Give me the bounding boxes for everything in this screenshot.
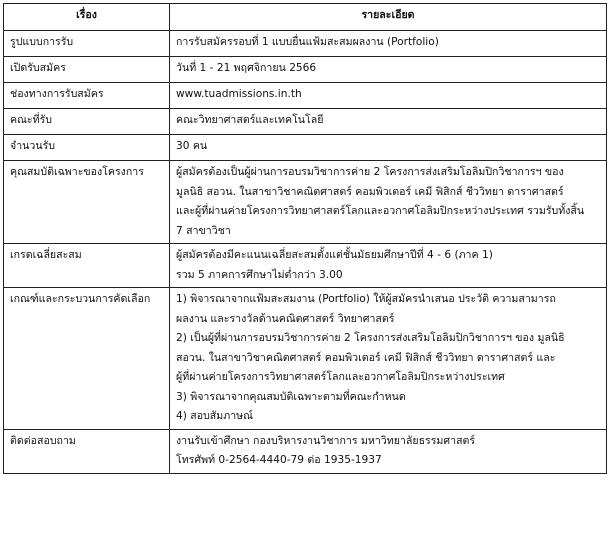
- table-row: [4, 288, 607, 430]
- detail-line: และผู้ที่ผ่านค่ายโครงการวิทยาศาสตร์โลกและอวกาศโอลิมปิกระหว่างประเทศ รวมรับทั้งสิ้น: [176, 205, 585, 217]
- header-topic: เรื่อง: [4, 4, 170, 31]
- row-topic: จำนวนรับ: [4, 135, 170, 161]
- row-detail: [170, 244, 607, 288]
- detail-line: การรับสมัครรอบที่ 1 แบบยื่นแฟ้มสะสมผลงาน (Portfolio): [176, 36, 439, 48]
- detail-line: วันที่ 1 - 21 พฤศจิกายน 2566: [176, 62, 317, 74]
- table-body: [4, 31, 607, 474]
- detail-line: ผลงาน และรางวัลด้านคณิตศาสตร์ วิทยาศาสตร์: [176, 312, 395, 325]
- detail-line: คณะวิทยาศาสตร์และเทคโนโลยี: [176, 114, 324, 126]
- row-topic: ติดต่อสอบถาม: [4, 429, 170, 473]
- detail-line: มูลนิธิ สอวน. ในสาขาวิชาคณิตศาสตร์ คอมพิวเตอร์ เคมี ฟิสิกส์ ชีววิทยา ดาราศาสตร์: [176, 185, 564, 198]
- detail-line: สอวน. ในสาขาวิชาคณิตศาสตร์ คอมพิวเตอร์ เคมี ฟิสิกส์ ชีววิทยา ดาราศาสตร์ และ: [176, 351, 556, 364]
- admission-info-table: [3, 3, 607, 474]
- detail-line: 4) สอบสัมภาษณ์: [176, 410, 253, 422]
- row-detail: [170, 135, 607, 161]
- row-topic: เกณฑ์และกระบวนการคัดเลือก: [4, 288, 170, 430]
- table-row: [4, 429, 607, 473]
- detail-line: ผู้สมัครต้องมีคะแนนเฉลี่ยสะสมตั้งแต่ชั้นมัธยมศึกษาปีที่ 4 - 6 (ภาค 1): [176, 249, 493, 261]
- table-row: [4, 83, 607, 109]
- table-header-row: [4, 4, 607, 31]
- detail-line: รวม 5 ภาคการศึกษาไม่ต่ำกว่า 3.00: [176, 268, 343, 281]
- table-row: [4, 161, 607, 244]
- detail-line: 7 สาขาวิชา: [176, 224, 231, 237]
- detail-line: ผู้สมัครต้องเป็นผู้ผ่านการอบรมวิชาการค่าย 2 โครงการส่งเสริมโอลิมปิกวิชาการฯ ของ: [176, 166, 564, 178]
- row-topic: คุณสมบัติเฉพาะของโครงการ: [4, 161, 170, 244]
- header-detail: รายละเอียด: [170, 4, 607, 31]
- row-detail: [170, 429, 607, 473]
- detail-line: 3) พิจารณาจากคุณสมบัติเฉพาะตามที่คณะกำหนด: [176, 390, 406, 403]
- row-topic: คณะที่รับ: [4, 109, 170, 135]
- table-row: [4, 31, 607, 57]
- row-topic: เกรดเฉลี่ยสะสม: [4, 244, 170, 288]
- detail-line: ผู้ที่ผ่านค่ายโครงการวิทยาศาสตร์โลกและอวกาศโอลิมปิกระหว่างประเทศ: [176, 371, 505, 383]
- detail-line: โทรศัพท์ 0-2564-4440-79 ต่อ 1935-1937: [176, 454, 382, 466]
- detail-line: 1) พิจารณาจากแฟ้มสะสมงาน (Portfolio) ให้ผู้สมัครนำเสนอ ประวัติ ความสามารถ: [176, 293, 556, 305]
- row-detail: [170, 31, 607, 57]
- detail-line: งานรับเข้าศึกษา กองบริหารงานวิชาการ มหาวิทยาลัยธรรมศาสตร์: [176, 434, 476, 447]
- row-topic: รูปแบบการรับ: [4, 31, 170, 57]
- table-row: [4, 135, 607, 161]
- table-row: [4, 109, 607, 135]
- row-detail: [170, 109, 607, 135]
- detail-line: 30 คน: [176, 140, 208, 152]
- row-detail: [170, 57, 607, 83]
- row-topic: เปิดรับสมัคร: [4, 57, 170, 83]
- row-detail: [170, 288, 607, 430]
- row-detail: [170, 161, 607, 244]
- table-row: [4, 244, 607, 288]
- detail-line: 2) เป็นผู้ที่ผ่านการอบรมวิชาการค่าย 2 โครงการส่งเสริมโอลิมปิกวิชาการฯ ของ มูลนิธิ: [176, 332, 565, 344]
- table-row: [4, 57, 607, 83]
- row-topic: ช่องทางการรับสมัคร: [4, 83, 170, 109]
- row-detail: [170, 83, 607, 109]
- detail-line: www.tuadmissions.in.th: [176, 88, 302, 100]
